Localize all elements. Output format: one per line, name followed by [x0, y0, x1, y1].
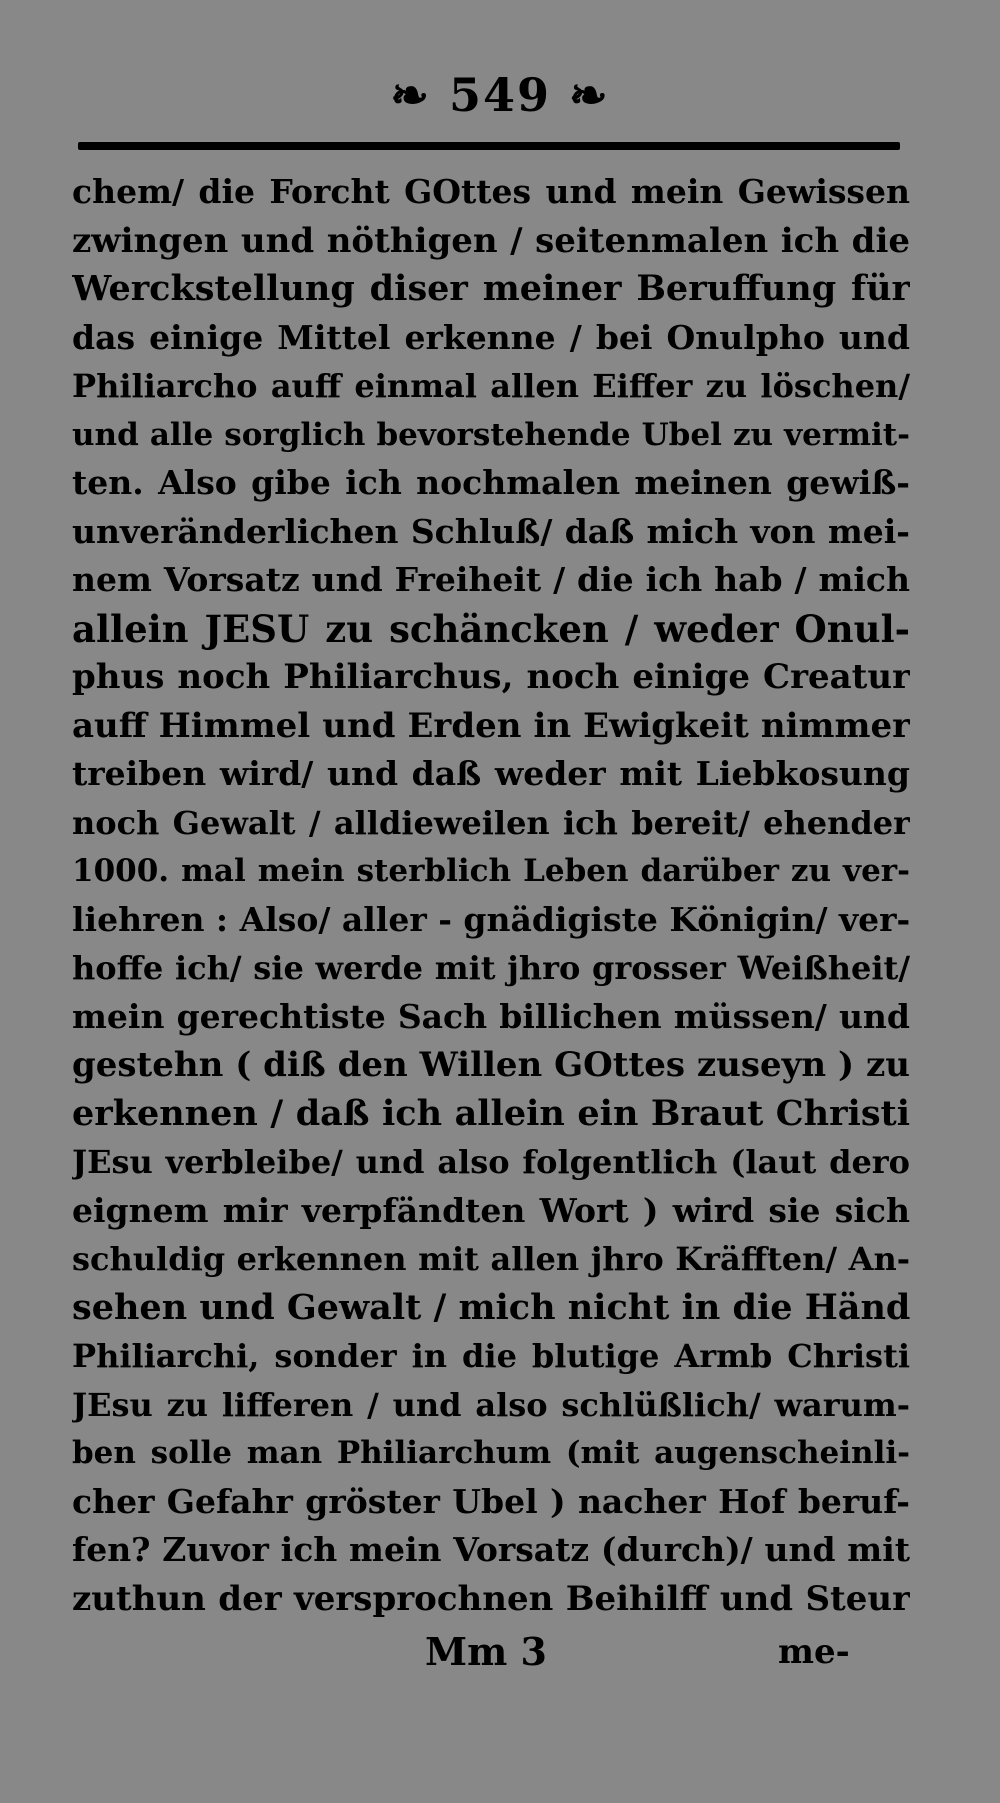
body-text	[72, 168, 910, 1623]
text-line: Philiarcho auff einmal allen Eiffer zu löschen/	[72, 367, 910, 405]
text-line: mein gerechtiste Sach billichen müssen/ und	[72, 996, 910, 1036]
text-line: Werckstellung diser meiner Beruffung für	[72, 268, 910, 309]
text-line: eignem mir verpfändten Wort ) wird sie sich	[72, 1190, 910, 1230]
text-line: zwingen und nöthigen / seitenmalen ich die	[72, 220, 910, 261]
text-line: allein JESU zu schäncken / weder Onul-	[72, 606, 910, 651]
text-line: ten. Also gibe ich nochmalen meinen gewiß-	[72, 463, 910, 502]
text-line: liehren : Also/ aller - gnädigiste Königin/ ver-	[72, 899, 910, 939]
text-line: cher Gefahr gröster Ubel ) nacher Hof beruf-	[72, 1481, 910, 1521]
text-line: gestehn ( diß den Willen GOttes zuseyn ) zu	[72, 1045, 910, 1085]
text-line: phus noch Philiarchus, noch einige Creatur	[72, 657, 910, 697]
text-line: und alle sorglich bevorstehende Ubel zu vermit-	[72, 416, 910, 453]
text-line: erkennen / daß ich allein ein Braut Christi	[72, 1092, 910, 1134]
catchword: me-	[778, 1632, 850, 1672]
text-line: auff Himmel und Erden in Ewigkeit nimmer	[72, 705, 910, 746]
text-line: Philiarchi, sonder in die blutige Armb Christi	[72, 1337, 910, 1375]
text-line: treiben wird/ und daß weder mit Liebkosung	[72, 754, 910, 793]
text-line: noch Gewalt / alldieweilen ich bereit/ ehender	[72, 803, 910, 842]
text-line: zuthun der versprochnen Beihilff und Steur	[72, 1578, 910, 1619]
text-line: 1000. mal mein sterblich Leben darüber zu ver-	[72, 853, 910, 889]
text-line: hoffe ich/ sie werde mit jhro grosser Weißheit/	[72, 949, 910, 987]
text-line: ben solle man Philiarchum (mit augenscheinli-	[72, 1435, 910, 1471]
text-line: sehen und Gewalt / mich nicht in die Händ	[72, 1286, 910, 1328]
text-line: JEsu verbleibe/ und also folgentlich (laut dero	[72, 1143, 910, 1181]
page-header	[0, 55, 1000, 135]
text-line: JEsu zu lifferen / und also schlüßlich/ warum-	[72, 1385, 910, 1424]
page-number: ❧ 549 ❧	[390, 68, 610, 122]
text-line: chem/ die Forcht GOttes und mein Gewissen	[72, 172, 910, 211]
text-line: nem Vorsatz und Freiheit / die ich hab / mich	[72, 560, 910, 599]
text-line: unveränderlichen Schluß/ daß mich von mei-	[72, 511, 910, 551]
page-footer	[0, 1622, 1000, 1682]
signature-mark: Mm 3	[425, 1629, 547, 1674]
text-line: schuldig erkennen mit allen jhro Kräfften/ An-	[72, 1240, 910, 1278]
header-rule	[78, 142, 900, 150]
text-line: das einige Mittel erkenne / bei Onulpho und	[72, 317, 910, 357]
text-line: fen? Zuvor ich mein Vorsatz (durch)/ und mit	[72, 1530, 910, 1569]
